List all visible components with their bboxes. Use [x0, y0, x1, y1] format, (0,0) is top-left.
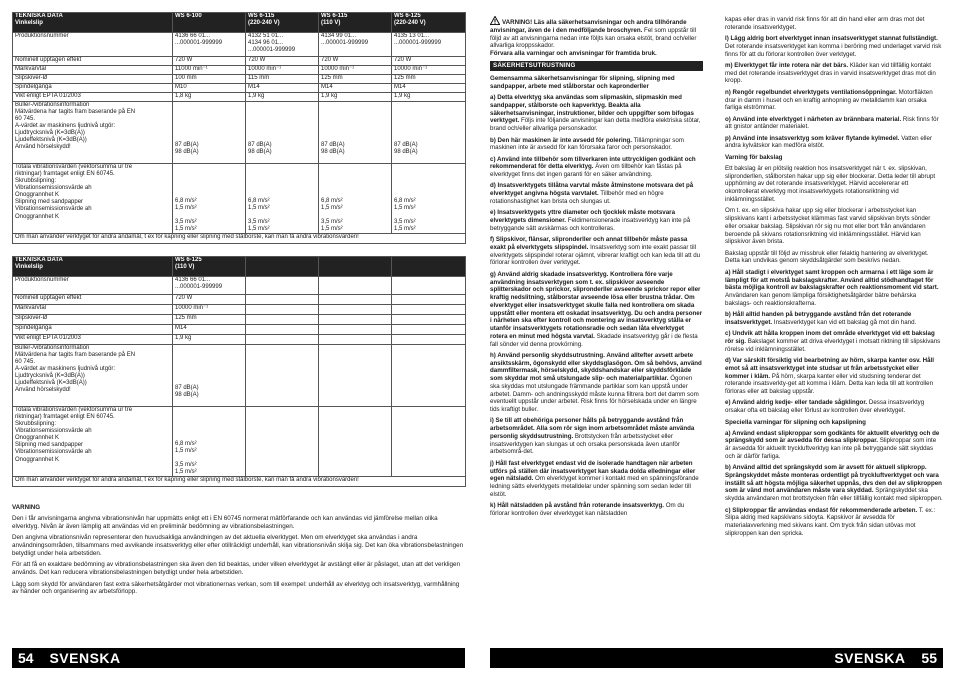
paragraph-text: Om t. ex. en slipskiva hakar upp sig eller blockerar i arbetsstycket kan slipskivans kant i arbetsstycket klämmas fast varvid slipskivan bryts sönder eller orsakar bakslag. Slipskivan rör sig nu mot eller bort från användaren beroende på skivans rotationsriktning vid inklämningsstället. Härvid kan slipskivor även brista. — [725, 207, 931, 246]
safety-paragraph — [725, 16, 943, 32]
table-cell: 1,9 kg — [319, 93, 392, 102]
paragraph-text: Brottstycken från arbetsstycket eller insatsverktygen kan slungas ut och orsaka personskada även utanför arbetsområ-det. — [490, 432, 680, 456]
language-label: SVENSKA — [834, 650, 906, 666]
paragraph-bold: d) Insatsverktygets tillåtna varvtal måste åtminstone motsvara det på elverktyget angivna högsta varvtalet. — [490, 182, 694, 198]
safety-paragraph — [490, 271, 703, 349]
table-cell: 10000 min⁻¹ — [392, 66, 466, 75]
table-cell: 125 mm — [173, 315, 246, 325]
paragraph-text: Om elverktyget kommer i kontakt med en spänningsförande ledning sätts elverktygets metalldelar under spänning som sedan leder till elstöt. — [490, 475, 699, 498]
paragraph-bold: k) Håll nätsladden på avstånd från roterande insatsverktyg. — [490, 502, 664, 510]
paragraph-text: Feldimensionerade insatsverktyg kan inte på betryggande sätt avskärmas och kontrolleras. — [490, 217, 691, 232]
paragraph-bold: b) Håll alltid handen på betryggande avstånd från det roterande insatsverktyget. — [725, 311, 912, 326]
row-label: Vikt enligt EPTA 01/2003 — [13, 93, 173, 102]
paragraph-bold: a) Använd endast slipkroppar som godkänts för aktuellt elverktyg och de sprängskydd som är avsedda för dessa slipkroppar. — [725, 429, 940, 445]
row-label: Slipskiver-Ø — [13, 75, 173, 84]
paragraph-bold: l) Lägg aldrig bort elverktyget innan insatsverktyget stannat fullständigt. — [725, 35, 938, 43]
varning-paragraph: Den angivna vibrationsnivån representerar den huvudsakliga användningen av det aktuella elverktyget. Men om elverktyget ska användas i andra användningsområden, tillsammans med avvikande insatsverktyg eller efter otillräckligt underhåll, kan vibrationsnivån skilja sig. Det kan öka vibrationsbelastningen betydligt under hela arbetstiden. — [12, 534, 464, 557]
table-row — [13, 477, 466, 487]
table-cell: 6,8 m/s² 1,5 m/s² 3,5 m/s² 1,5 m/s² — [246, 164, 319, 234]
paragraph-bold: c) Använd inte tillbehör som tillverkaren inte uttryckligen godkänt och rekommenderat för detta elverktyg. — [490, 155, 696, 171]
paragraph-bold: b) Använd alltid det sprängskydd som är avsett för aktuell slipkropp. Sprängskyddet måste monteras ordentligt på tryckluftverktyget och vara inställt så att högsta möjliga säkerhet uppnås, dvs den del av slipkroppen som är vänd mot användaren måste vara skyddad. — [725, 464, 942, 495]
safety-column-2 — [725, 16, 943, 541]
row-label: Spindelgänga — [13, 325, 173, 335]
row-label: Nominell upptagen effekt — [13, 57, 173, 66]
paragraph-bold: b) Den här maskinen är inte avsedd för polering. — [490, 136, 633, 144]
table-cell: 4134 99 01... ...000001-999999 — [319, 33, 392, 57]
table-cell: 1,8 kg — [173, 93, 246, 102]
table-row — [13, 57, 466, 66]
table-cell: 87 dB(A) 98 dB(A) — [246, 102, 319, 164]
table-row — [13, 335, 466, 345]
varning-title: VARNING — [12, 504, 41, 511]
table-cell: 720 W — [319, 57, 392, 66]
table-cell: 4136 66 01... ...000001-999999 — [173, 277, 246, 295]
safety-list — [725, 16, 943, 538]
safety-paragraph — [490, 209, 703, 232]
table-cell: M14 — [246, 84, 319, 93]
header-cell — [392, 257, 466, 277]
varning-paragraph: Lägg som skydd för användaren fast extra säkerhetsåtgärder mot vibrationernas verkan, som till exempel: underhåll av elverktyg och insatsverktyg, varmhållning av händer och organisering av arbetsförlopp. — [12, 580, 460, 596]
table-row — [13, 93, 466, 102]
safety-paragraph — [725, 464, 943, 503]
table-cell: M14 — [392, 84, 466, 93]
table-footnote: Om man använder verktyget för andra ändamål, t ex för kapning eller slipning med stålborste, kan man få andra vibrationsvärden! — [13, 477, 466, 487]
table-cell: 87 dB(A) 98 dB(A) — [173, 345, 246, 407]
header-cell: TEKNISKA DATA Vinkelslip — [13, 13, 173, 33]
warning-rest: Fel som uppstår till följd av att anvisningarna nedan inte följts kan orsaka elstöt, brand och/eller allvarliga kroppsskador. — [490, 26, 697, 50]
safety-paragraph — [725, 330, 943, 353]
table-cell: 6,8 m/s² 1,5 m/s² 3,5 m/s² 1,5 m/s² — [173, 407, 246, 477]
table-cell: 87 dB(A) 98 dB(A) — [173, 102, 246, 164]
warning-paragraph — [490, 16, 703, 58]
warning-lead: VARNING! Läs alla säkerhetsanvisningar och andra tillhörande anvisningar, även de i den medföljande broschyren. — [490, 19, 687, 34]
safety-paragraph — [725, 135, 943, 151]
table-row — [13, 345, 466, 407]
section-title: SÄKERHETSUTRUSTNING — [490, 61, 703, 71]
safety-paragraph — [490, 137, 703, 153]
paragraph-bold: o) Använd inte elverktyget i närheten av brännbara material. — [725, 115, 902, 123]
table-cell: 6,8 m/s² 1,5 m/s² 3,5 m/s² 1,5 m/s² — [392, 164, 466, 234]
vibration-info-label: Totala vibrationsvärden (vektorsumma ur tre riktningar) framtaget enligt EN 60745. Skrubbslipning: Vibrationsemissionsvärde ah Onoggrannhet K Slipning med sandpapper Vibrationsemissionsvärde ah Onoggrannhet K — [13, 164, 173, 234]
paragraph-text: Om du förlorar kontrollen över elverktyget kan nätsladden — [490, 502, 685, 517]
table-cell: 720 W — [392, 57, 466, 66]
row-label: Vikt enligt EPTA 01/2003 — [13, 335, 173, 345]
safety-paragraph — [725, 165, 943, 204]
varning-paragraph: Den i får anvisningarna angivna vibrationsnivån har uppmätts enligt ett i EN 60745 normerat mätförfarande och kan användas vid jämförelse mellan olika elverktyg. Nivån är även lämplig att användas vid en preliminär bedömning av vibrationsbelastningen. — [12, 514, 438, 530]
page-number: 55 — [921, 650, 937, 666]
varning-section — [12, 500, 465, 600]
table-cell: 1,9 kg — [173, 335, 246, 345]
page-footer — [12, 648, 465, 668]
table-cell: 87 dB(A) 98 dB(A) — [392, 102, 466, 164]
page-number: 54 — [18, 650, 34, 666]
table-cell: 720 W — [246, 57, 319, 66]
paragraph-bold: h) Använd personlig skyddsutrustning. Använd alltefter avsett arbete ansiktsskärm, ögonskydd eller skyddsglasögon. Om så behövs, använd dammfiltermask, hörselskydd, skyddshandskar eller skyddsförkläde som skyddar mot små utslungade slip- och materialpartiklar. — [490, 351, 702, 383]
table-cell: 4132 51 01... 4134 96 01... ...000001-999999 — [246, 33, 319, 57]
table-cell: 100 mm — [173, 75, 246, 84]
table-row — [13, 305, 466, 315]
row-label: Nominell upptagen effekt — [13, 295, 173, 305]
table-cell: 115 mm — [246, 75, 319, 84]
header-cell: WS 6-115 (110 V) — [319, 13, 392, 33]
paragraph-bold: d) Var särskilt försiktig vid bearbetning av hörn, skarpa kanter osv. Håll emot så att insatsverktyget inte studsar ut från arbetsstycket eller kommer i kläm. — [725, 357, 934, 380]
safety-paragraph — [725, 89, 943, 112]
warning-triangle-icon — [490, 16, 500, 25]
page-footer — [490, 648, 943, 668]
paragraph-bold: c) Slipkroppar får användas endast för rekommenderade arbeten. — [725, 506, 918, 514]
paragraph-text: Sprängskyddet ska skydda användaren mot brottstycken från eller tillfällig kontakt med slipkroppen. — [725, 487, 943, 503]
paragraph-bold: Gemensamma säkerhetsanvisningar för slipning, slipning med sandpapper, arbete med stålborstar och kapronderller — [490, 75, 675, 90]
table-row — [13, 295, 466, 305]
tech-data-table-2 — [12, 256, 466, 487]
table-row — [13, 33, 466, 57]
table-cell: 4135 13 01... ...000001-999999 — [392, 33, 466, 57]
noise-info-label: Buller-/vibrationsinformation Mätvärdena har tagits fram baserande på EN 60 745. A-värdet av maskinens ljudnivå utgör: Ljudtrycksnivå (K=3dB(A)) Ljudeffektsnivå (K=3dB(A)) Använd hörselskydd! — [13, 102, 173, 164]
table-cell: 10000 min⁻¹ — [246, 66, 319, 75]
safety-paragraph — [490, 502, 703, 518]
table-cell: 4136 66 01... ...000001-999999 — [173, 33, 246, 57]
paragraph-text: kapas eller dras in varvid risk finns för att din hand eller arm dras mot det roterande insatsverktyget. — [725, 16, 925, 31]
paragraph-text: Motorfläkten drar in damm i huset och en kraftig anhopning av metalldamm kan orsaka farliga elströmmar. — [725, 88, 933, 112]
safety-paragraph — [725, 399, 943, 415]
paragraph-bold: n) Rengör regelbundet elverktygets ventilationsöppningar. — [725, 88, 897, 96]
paragraph-text: Vatten eller andra kylvätskor kan medföra elstöt. — [725, 134, 933, 150]
safety-paragraph — [725, 269, 943, 308]
table-cell: M14 — [319, 84, 392, 93]
paragraph-text: Ögonen ska skyddas mot utslungade främmande partiklar som kan uppstå under arbetet. Damm- och andningsskydd måste kunna filtrera bort det damm som eventuellt uppstår under arbetet. Risk finns för hörselskada under en längre tids kraftigt buller. — [490, 375, 699, 414]
table-row — [13, 66, 466, 75]
table-cell: 125 mm — [319, 75, 392, 84]
paragraph-bold: e) Använd aldrig kedje- eller tandade sågklingor. — [725, 399, 868, 407]
paragraph-text: Risk finns för att gnistor antänder materialet. — [725, 115, 939, 131]
paragraph-text: Skadade insatsverktyg går i de flesta fall sönder vid denna provkörning. — [490, 332, 698, 348]
safety-paragraph — [725, 311, 943, 327]
row-label: Slipskiver-Ø — [13, 315, 173, 325]
safety-paragraph — [490, 236, 703, 267]
header-cell: TEKNISKA DATA Vinkelslip — [13, 257, 173, 277]
paragraph-text: Bakslag uppstår till följd av missbruk eller felaktig hantering av elverktyget. Detta kan undvikas genom skyddsåtgärder som beskrivs nedan. — [725, 249, 929, 265]
table-cell: 11000 min⁻¹ — [173, 66, 246, 75]
paragraph-text: Dessa insatsverktyg orsakar ofta ett bakslag eller förlust av kontrollen över elverktyget. — [725, 399, 925, 415]
table-cell: M14 — [173, 325, 246, 335]
table-row — [13, 102, 466, 164]
page-55 — [477, 0, 954, 677]
warning-keep: Förvara alla varningar och anvisningar för framtida bruk. — [490, 50, 657, 57]
paragraph-text: Även om tillbehör kan fästas på elverktyget finns det ingen garanti för en säker användning. — [490, 163, 682, 179]
table-cell: 10000 min⁻¹ — [319, 66, 392, 75]
safety-column-1 — [490, 16, 703, 521]
safety-paragraph — [490, 94, 703, 133]
table-row — [13, 234, 466, 244]
table-cell: 1,9 kg — [246, 93, 319, 102]
vibration-info-label: Totala vibrationsvärden (vektorsumma ur tre riktningar) framtaget enligt EN 60745. Skrubbslipning: Vibrationsemissionsvärde ah Onoggrannhet K Slipning med sandpapper Vibrationsemissionsvärde ah Onoggrannhet K — [13, 407, 173, 477]
row-label: Spindelgänga — [13, 84, 173, 93]
paragraph-bold: f) Slipskivor, flänsar, slipronderller och annat tillbehör måste passa exakt på elverktygets slipspindel. — [490, 236, 688, 251]
safety-paragraph — [725, 430, 943, 461]
header-cell: WS 6-115 (220-240 V) — [246, 13, 319, 33]
table-row — [13, 325, 466, 335]
paragraph-text: Bakslaget kommer att driva elverktyget i motsatt riktning till slipskivans rörelse vid inklämningsstället. — [725, 337, 941, 353]
table-header-row — [13, 257, 466, 277]
safety-paragraph — [490, 460, 703, 499]
paragraph-text: Användaren kan genom lämpliga försiktighetsåtgärder bätre behärska bakslags- och reaktionskrafterna. — [725, 292, 917, 307]
safety-paragraph — [725, 250, 943, 266]
table-cell: 1,9 kg — [392, 93, 466, 102]
table-cell: 125 mm — [392, 75, 466, 84]
row-label: Produktionsnummer — [13, 33, 173, 57]
safety-paragraph — [725, 116, 943, 132]
paragraph-bold: i) Se till att obehöriga personer hålls på betryggande avstånd från arbetsområdet. Alla som rör sign inom arbetsområdet måste använda personlig skyddsutrustning. — [490, 417, 695, 440]
safety-paragraph — [490, 352, 703, 414]
paragraph-bold: j) Håll fast elverktyget endast vid de isolerade handtagen när arbeten utförs på ställen där insatsverktyget kan skada dolda elledningar eller egen nätsladd. — [490, 459, 696, 483]
table-row — [13, 164, 466, 234]
safety-paragraph — [725, 357, 943, 396]
table-cell: 10000 min⁻¹ — [173, 305, 246, 315]
paragraph-text: Kläder kan vid tillfällig kontakt med det roterande insatsverktyget dras in varvid insatsverktyget dras mot din kropp. — [725, 61, 936, 85]
header-cell: WS 6-125 (110 V) — [173, 257, 246, 277]
paragraph-bold: e) Insatsverktygets yttre diameter och tjocklek måste motsvara elverktygets dimensioner. — [490, 209, 676, 225]
paragraph-bold: p) Använd inte insatsverktyg som kräver flytande kylmedel. — [725, 134, 900, 142]
table-row — [13, 407, 466, 477]
paragraph-bold: c) Undvik att hålla kroppen inom det område elverktyget vid ett bakslag rör sig. — [725, 330, 935, 345]
varning-paragraph: För att få en exaktare bedömning av vibrationsbelastningen ska även den tid beaktas, under vilken elverktyget är avstängt eller är påslaget, utan att det verkligen används. Det kan reducera vibrationsbelastningen betydligt under hela arbetstiden. — [12, 561, 461, 577]
table-row — [13, 315, 466, 325]
noise-info-label: Buller-/vibrationsinformation Mätvärdena har tagits fram baserande på EN 60 745. A-värdet av maskinens ljudnivå utgör: Ljudtrycksnivå (K=3dB(A)) Ljudeffektsnivå (K=3dB(A)) Använd hörselskydd! — [13, 345, 173, 407]
safety-list — [490, 75, 703, 518]
safety-paragraph — [490, 75, 703, 91]
header-cell — [319, 257, 392, 277]
row-label: Märkvarvtal — [13, 305, 173, 315]
safety-paragraph — [490, 417, 703, 456]
table-cell: 720 W — [173, 57, 246, 66]
safety-paragraph — [490, 182, 703, 205]
table-row — [13, 277, 466, 295]
table-cell: 6,8 m/s² 1,5 m/s² 3,5 m/s² 1,5 m/s² — [173, 164, 246, 234]
paragraph-text: Slipkroppar som inte är avsedda för aktuellt tryckluftverktyg kan inte på betryggande sätt skyddas och är därför farliga. — [725, 437, 937, 460]
table-footnote: Om man använder verktyget för andra ändamål, t ex för kapning eller slipning med stålborste, kan man få andra vibrationsvärden! — [13, 234, 466, 244]
paragraph-bold: a) Håll stadigt i elverktyget samt kroppen och armarna i ett läge som är lämpligt för att motstå bakslagskrafter. Använd alltid stödhandtaget för bästa möjliga kontroll av bakslagskrafter och reaktionsmoment vid start. — [725, 268, 939, 292]
row-label: Märkvarvtal — [13, 66, 173, 75]
table-cell: M10 — [173, 84, 246, 93]
paragraph-text: På hörn, skarpa kanter eller vid studsning tenderar det roterande insatsverkty-get att komma i kläm. Detta kan leda till att kontrollen förloras eller att bakslag uppstår. — [725, 372, 934, 396]
table-header-row — [13, 13, 466, 33]
subsection-title: Varning för bakslag — [725, 154, 783, 162]
paragraph-bold: a) Detta elverktyg ska användas som slipmaskin, slipmaskin med sandpapper, stålborste och kapverktyg. Beakta alla säkerhetsanvisningar, instruktioner, bilder och uppgifter som bifogas verktyget. — [490, 94, 694, 125]
paragraph-bold: g) Använd aldrig skadade insatsverktyg. Kontrollera före varje användning insatsverktygen som t. ex. slipskivor avseende splitterskador och sprickor, slipronderller avseende sprickor repor eller kraftig nedslitning, stålborstar avseende lösa eller brustna trådar. Om elverktyget eller insatsverktyget skulle falla ned kontrollera om skada uppstått eller montera ett oskadat insatsverktyg. Du och andra personer i närheten ska efter kontroll och montering av insatsverktyg ställa er utanför insatsverktygets rotationsradie och sedan låta elverktyget rotera en minut med högsta varvtal. — [490, 270, 703, 340]
table-cell: 720 W — [173, 295, 246, 305]
paragraph-text: Det roterande insatsverktyget kan komma i beröring med underlaget varvid risk finns för att du förlorar kontrollen över verktyget. — [725, 42, 942, 58]
language-label: SVENSKA — [49, 650, 121, 666]
table-cell: 87 dB(A) 98 dB(A) — [319, 102, 392, 164]
table-row — [13, 84, 466, 93]
tech-data-table-1 — [12, 12, 466, 244]
row-label: Produktionsnummer — [13, 277, 173, 295]
header-cell: WS 6-125 (220-240 V) — [392, 13, 466, 33]
header-cell — [246, 257, 319, 277]
paragraph-text: Ett bakslag är en plötslig reaktion hos insatsverktyget när t. ex. slipskivan, slipronderllen, stålborsten hakar upp sig eller blockerar. Detta leder till abrupt upphörning av det roterande insatsverktyget. Härvid accelererar ett okontrollerat elverktyg mot insatsverktygets rotationsriktning vid inklämningsstället. — [725, 164, 936, 203]
paragraph-text: T. ex.: Slipa aldrig med kapskivans sidoyta. Kapskivor är avsedda för materialavverkning med skivans kant. Om tryck från sidan utövas mot slipkroppen kan den spricka. — [725, 506, 936, 537]
table-cell: 6,8 m/s² 1,5 m/s² 3,5 m/s² 1,5 m/s² — [319, 164, 392, 234]
paragraph-text: Tillbehör med en högre rotationshastighet kan brista och slungas ut. — [490, 190, 664, 205]
table-row — [13, 75, 466, 84]
safety-paragraph — [725, 35, 943, 58]
paragraph-text: Insatsverktyg som inte exakt passar till elverktygets slipspindel roterar ojämnt, vibrerar kraftigt och kan leda till att du förlorar kontrollen över verktyget. — [490, 243, 701, 267]
paragraph-text: Tillämpningar som maskinen inte är avsedd för kan förorsaka faror och personskador. — [490, 136, 684, 152]
safety-paragraph — [490, 156, 703, 179]
safety-paragraph — [725, 62, 943, 85]
safety-paragraph — [725, 207, 943, 246]
paragraph-text: Följs inte följande anvisningar kan detta medföra elektriska stötar, brand och/eller allvarliga personskador. — [490, 117, 701, 133]
safety-paragraph — [725, 507, 943, 538]
header-cell: WS 6-100 — [173, 13, 246, 33]
paragraph-bold: m) Elverktyget får inte rotera när det bärs. — [725, 61, 849, 69]
paragraph-text: Insatsverktyget kan vid ett bakslag gå mot din hand. — [772, 318, 917, 326]
subsection-title: Speciella varningar för slipning och kapslipning — [725, 418, 866, 426]
